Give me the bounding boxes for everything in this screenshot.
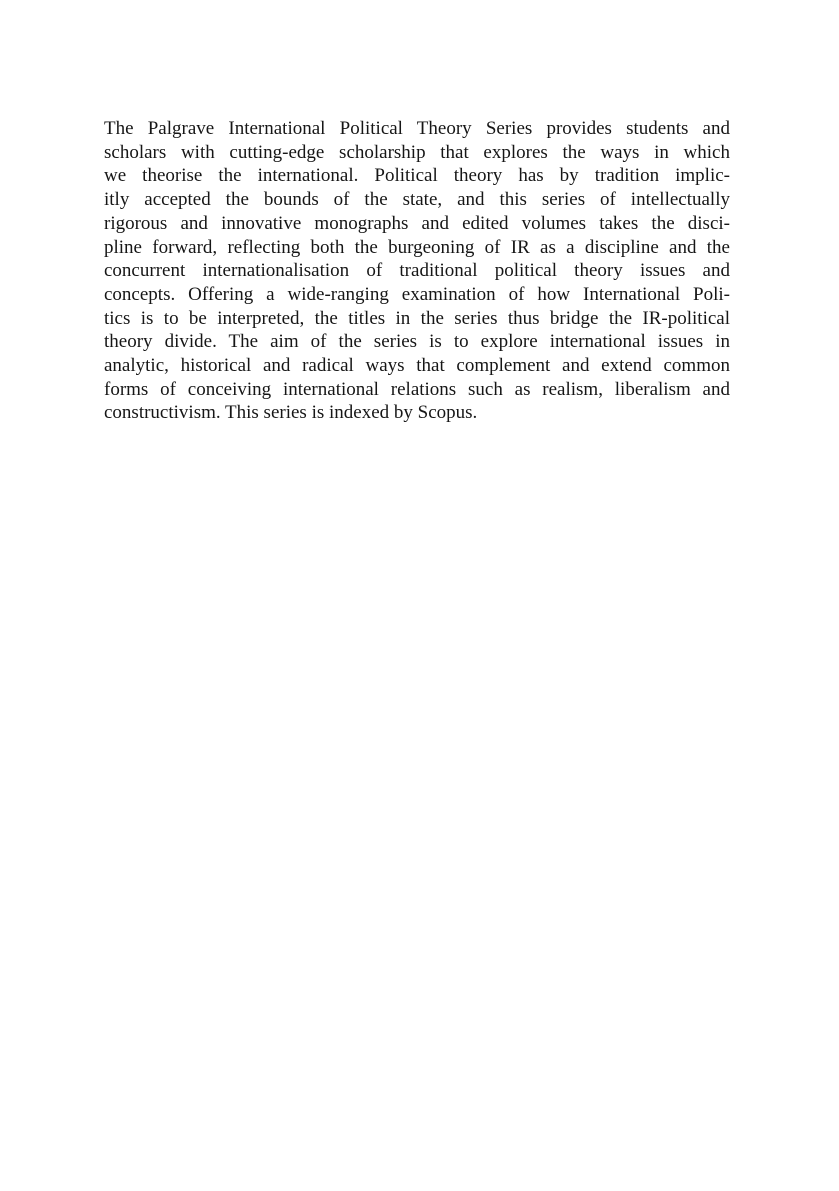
paragraph-line: analytic, historical and radical ways that complement and extend common: [104, 355, 730, 377]
paragraph-line: concepts. Offering a wide-ranging examination of how International Poli-: [104, 283, 730, 305]
paragraph-line: concurrent internationalisation of traditional political theory issues and: [104, 260, 730, 282]
paragraph-line: constructivism. This series is indexed by Scopus.: [104, 402, 478, 424]
paragraph-line: rigorous and innovative monographs and edited volumes takes the disci-: [104, 212, 730, 234]
paragraph-line: tics is to be interpreted, the titles in the series thus bridge the IR-political: [104, 307, 730, 329]
paragraph-line: theory divide. The aim of the series is to explore international issues in: [104, 331, 730, 353]
paragraph-line: forms of conceiving international relations such as realism, liberalism and: [104, 378, 730, 400]
paragraph-line: we theorise the international. Political theory has by tradition implic-: [104, 165, 730, 187]
paragraph-line: The Palgrave International Political Theory Series provides students and: [104, 118, 730, 139]
series-description-paragraph: [104, 117, 730, 425]
paragraph-line: scholars with cutting-edge scholarship that explores the ways in which: [104, 141, 730, 163]
paragraph-line: itly accepted the bounds of the state, and this series of intellectually: [104, 189, 730, 211]
paragraph-line: pline forward, reflecting both the burgeoning of IR as a discipline and the: [104, 236, 730, 258]
